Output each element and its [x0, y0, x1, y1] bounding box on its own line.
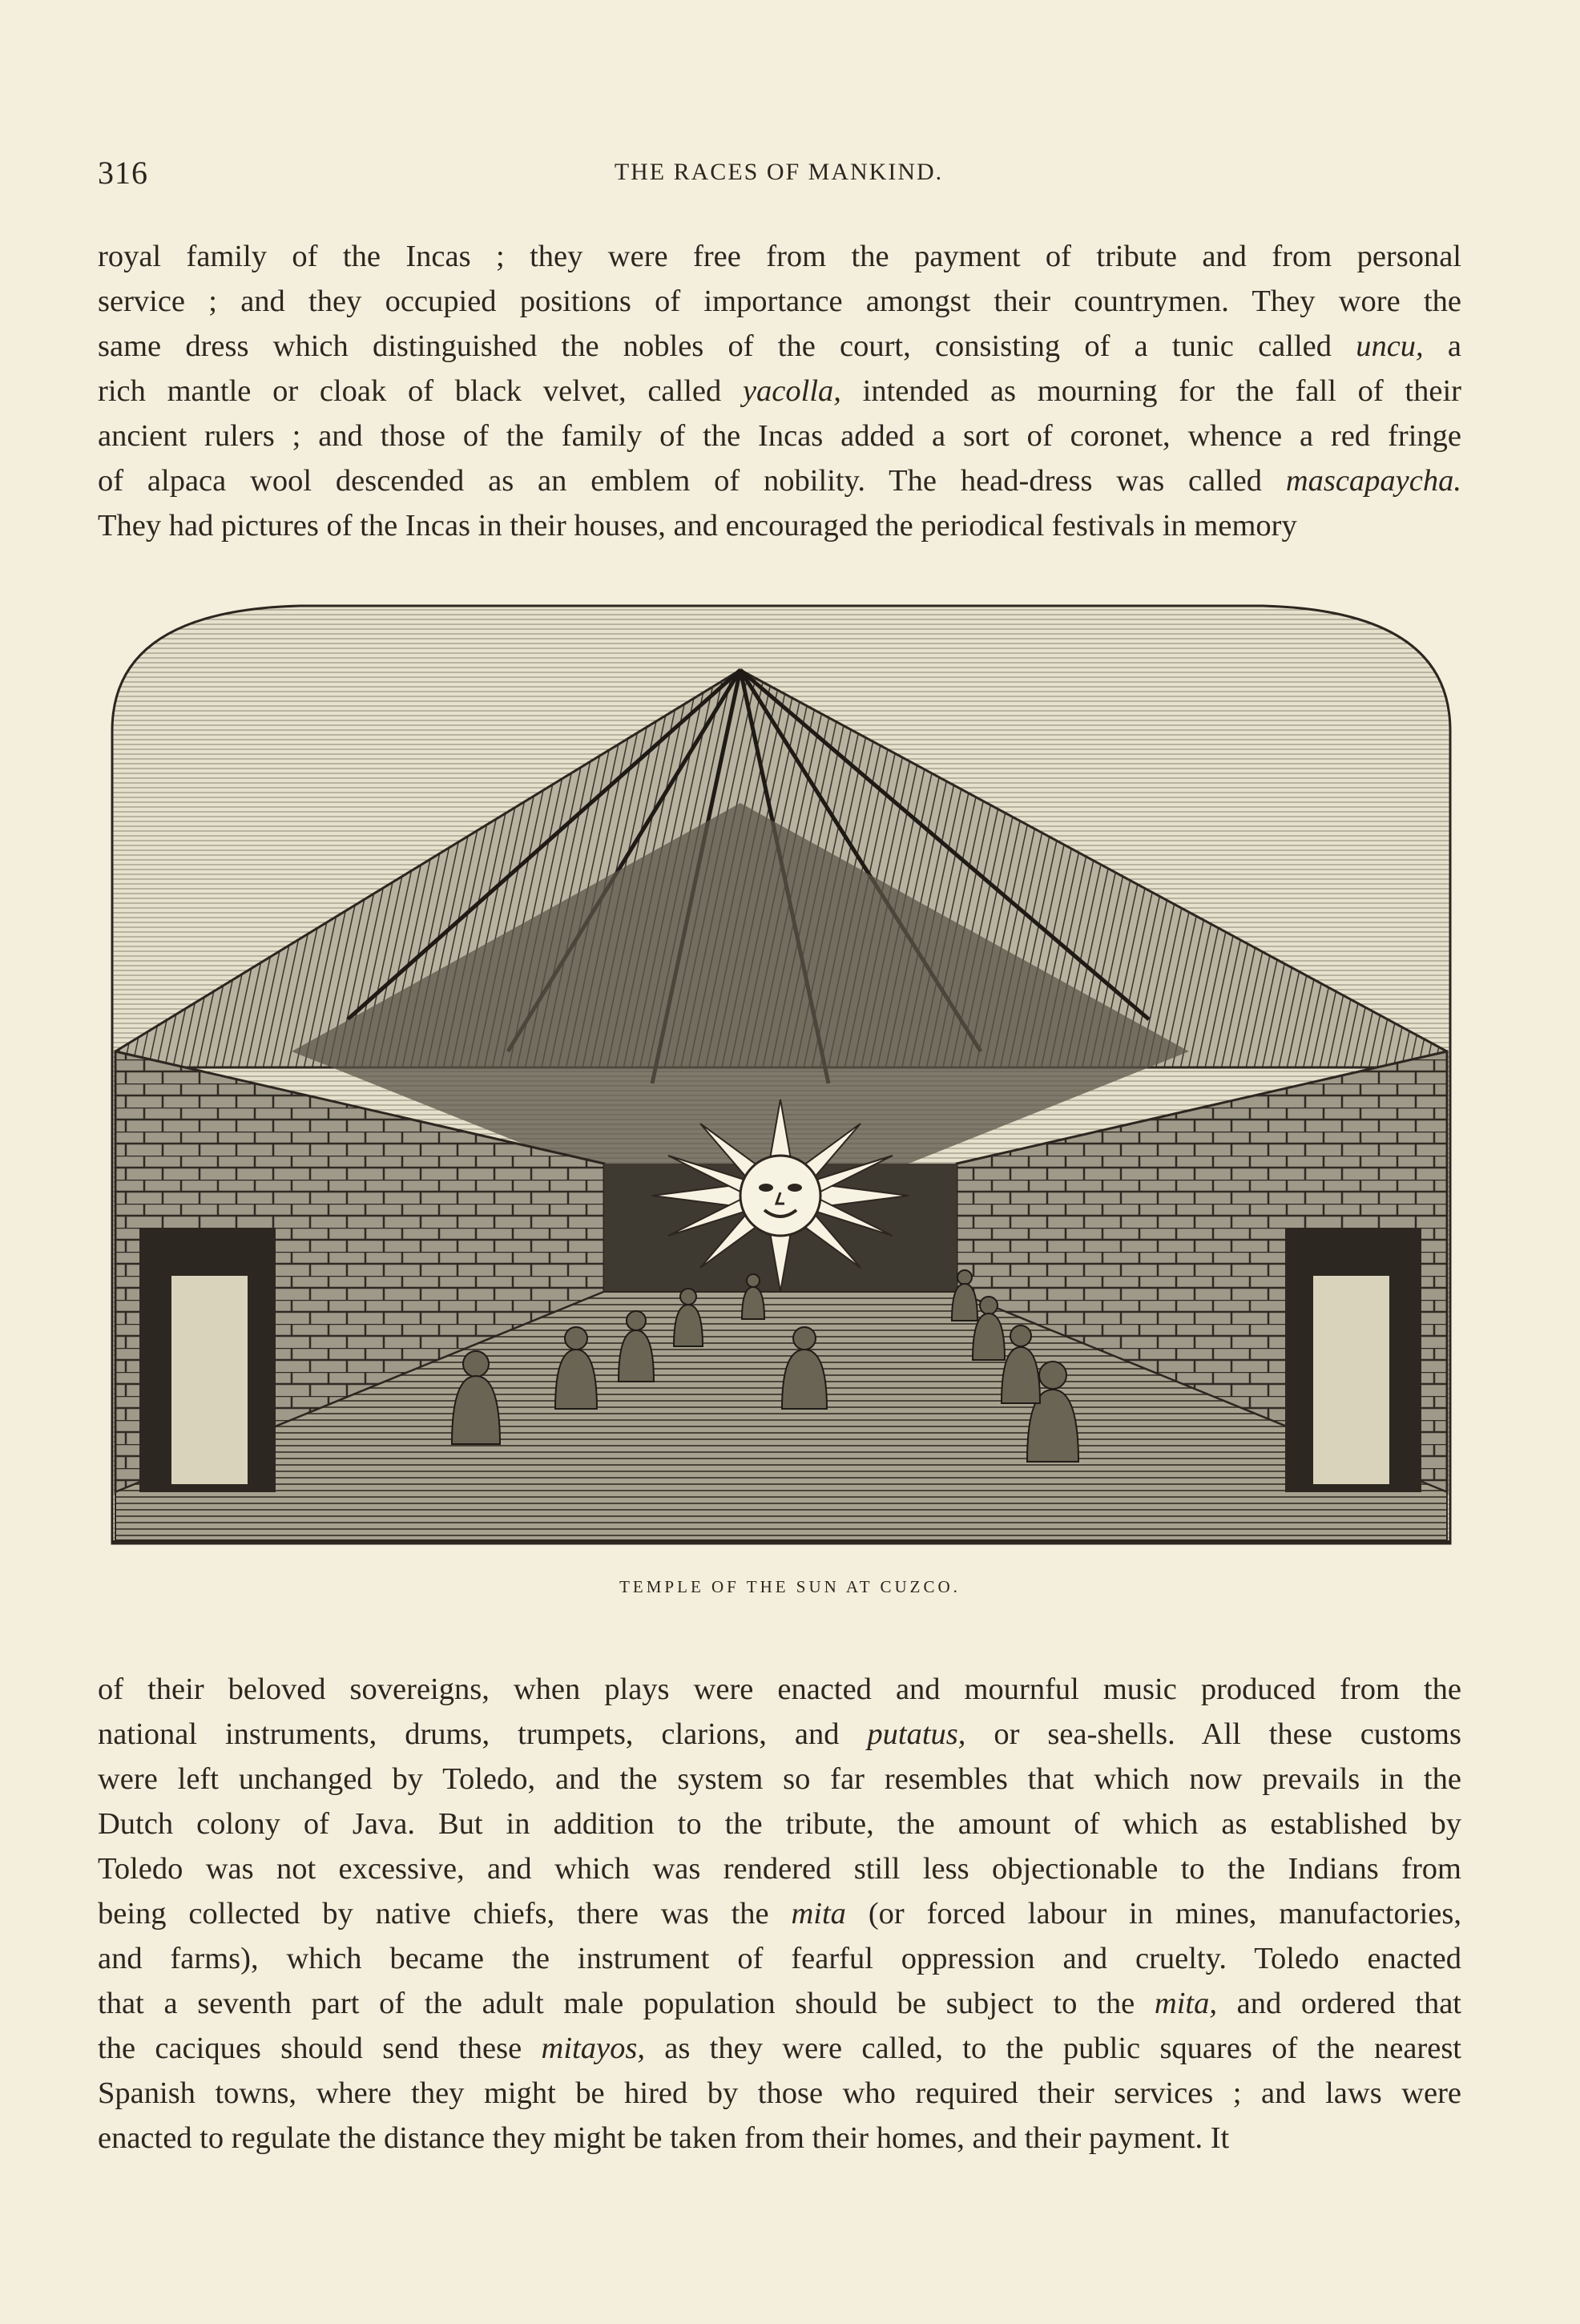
text-line	[98, 324, 1461, 369]
text-run: royal family of the Incas ; they were free from the payment of tribute and from personal	[98, 240, 1461, 273]
text-line	[98, 279, 1461, 324]
text-line	[98, 1981, 1461, 2026]
text-run: or sea-shells. All these customs	[965, 1717, 1461, 1751]
text-line	[98, 1712, 1461, 1757]
text-line	[98, 2026, 1461, 2071]
text-line	[98, 1891, 1461, 1936]
text-run: rich mantle or cloak of black velvet, called	[98, 374, 743, 408]
italic-term: yacolla,	[742, 374, 841, 408]
text-run: as they were called, to the public squares of the nearest	[644, 2031, 1462, 2065]
text-run: a	[1423, 329, 1461, 363]
running-title: THE RACES OF MANKIND.	[614, 159, 944, 185]
text-run: intended as mourning for the fall of their	[840, 374, 1461, 408]
text-line	[98, 2071, 1461, 2116]
text-line	[98, 458, 1461, 503]
text-line	[98, 1802, 1461, 1846]
text-run: and ordered that	[1216, 1987, 1461, 2020]
text-run: service ; and they occupied positions of importance amongst their countrymen. They wore the	[98, 284, 1461, 318]
italic-term: uncu,	[1356, 329, 1424, 363]
text-run: They had pictures of the Incas in their houses, and encouraged the periodical festivals in memory	[98, 509, 1297, 543]
text-run: were left unchanged by Toledo, and the system so far resembles that which now prevails in the	[98, 1762, 1461, 1796]
text-line	[98, 503, 1461, 548]
text-line	[98, 1757, 1461, 1802]
text-run: (or forced labour in mines, manufactories,	[845, 1897, 1461, 1931]
text-run: Spanish towns, where they might be hired by those who required their services ; and laws were	[98, 2076, 1461, 2110]
text-line	[98, 1667, 1461, 1712]
figure-caption: TEMPLE OF THE SUN AT CUZCO.	[619, 1577, 961, 1596]
text-run: of alpaca wool descended as an emblem of nobility. The head-dress was called	[98, 464, 1286, 498]
italic-term: mita	[791, 1897, 846, 1931]
text-run: Dutch colony of Java. But in addition to the tribute, the amount of which as established by	[98, 1807, 1461, 1841]
text-line	[98, 414, 1461, 458]
text-run: and farms), which became the instrument of fearful oppression and cruelty. Toledo enacted	[98, 1942, 1461, 1975]
text-run: ancient rulers ; and those of the family of the Incas added a sort of coronet, whence a red fringe	[98, 419, 1461, 453]
text-run: the caciques should send these	[98, 2031, 542, 2065]
italic-term: mascapaycha.	[1285, 464, 1461, 498]
italic-term: mitayos,	[541, 2031, 645, 2065]
text-run: of their beloved sovereigns, when plays were enacted and mournful music produced from the	[98, 1672, 1461, 1706]
italic-term: mita,	[1154, 1987, 1217, 2020]
text-run: enacted to regulate the distance they might be taken from their homes, and their payment. It	[98, 2121, 1230, 2155]
text-run: same dress which distinguished the nobles of the court, consisting of a tunic called	[98, 329, 1356, 363]
text-line	[98, 234, 1461, 279]
page-number: 316	[98, 155, 148, 191]
paragraph-top	[98, 234, 1461, 548]
engraving-illustration	[107, 603, 1455, 1548]
text-line	[98, 2116, 1461, 2161]
text-run: Toledo was not excessive, and which was rendered still less objectionable to the Indians from	[98, 1852, 1461, 1886]
text-run: national instruments, drums, trumpets, clarions, and	[98, 1717, 868, 1751]
text-line	[98, 1936, 1461, 1981]
text-run: being collected by native chiefs, there was the	[98, 1897, 792, 1931]
running-head	[98, 154, 1460, 194]
paragraph-bottom	[98, 1667, 1461, 2161]
text-line	[98, 369, 1461, 414]
text-line	[98, 1846, 1461, 1891]
text-run: that a seventh part of the adult male population should be subject to the	[98, 1987, 1155, 2020]
italic-term: putatus,	[867, 1717, 966, 1751]
